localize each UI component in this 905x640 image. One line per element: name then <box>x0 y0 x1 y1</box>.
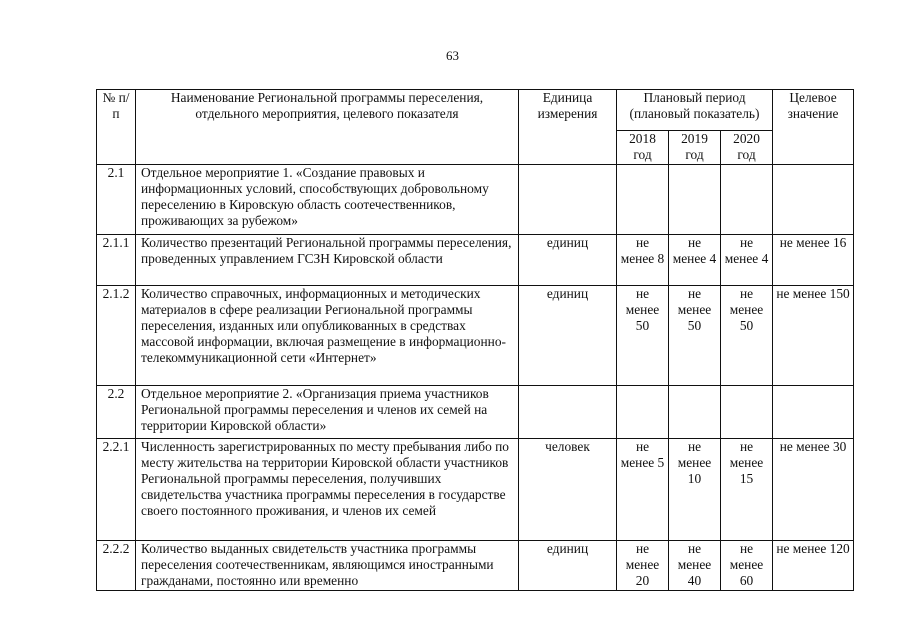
row-unit <box>519 386 617 439</box>
row-value-2020: не менее 50 <box>721 286 773 386</box>
row-value-2018: не менее 50 <box>617 286 669 386</box>
table-row <box>97 541 854 591</box>
row-value-2019: не менее 50 <box>669 286 721 386</box>
program-table <box>96 89 854 591</box>
row-number: 2.2.2 <box>97 541 136 591</box>
row-value-2020: не менее 4 <box>721 235 773 286</box>
row-value-2019: не менее 4 <box>669 235 721 286</box>
header-num: № п/п <box>97 90 136 165</box>
header-year-2018: 2018 год <box>617 131 669 165</box>
row-value-2020 <box>721 386 773 439</box>
row-name: Количество справочных, информационных и методических материалов в сфере реализации Региональной программы переселения, изданных или опубликованных в средствах массовой информации, включая размещение в информационно-телекоммуникационной сети «Интернет» <box>136 286 519 386</box>
header-row <box>97 90 854 131</box>
row-unit: человек <box>519 439 617 541</box>
row-unit <box>519 165 617 235</box>
row-value-2018 <box>617 165 669 235</box>
row-value-2019: не менее 40 <box>669 541 721 591</box>
row-value-2018: не менее 20 <box>617 541 669 591</box>
table-row <box>97 439 854 541</box>
row-value-2020: не менее 60 <box>721 541 773 591</box>
row-value-2018: не менее 8 <box>617 235 669 286</box>
table-row <box>97 386 854 439</box>
row-number: 2.1.1 <box>97 235 136 286</box>
header-period: Плановый период (плановый показатель) <box>617 90 773 131</box>
row-name: Количество выданных свидетельств участника программы переселения соотечественникам, являющимся иностранными гражданами, постоянно или временно <box>136 541 519 591</box>
row-unit: единиц <box>519 541 617 591</box>
row-name: Отдельное мероприятие 2. «Организация приема участников Региональной программы переселения и членов их семей на территории Кировской области» <box>136 386 519 439</box>
page-number: 63 <box>446 48 459 63</box>
row-target: не менее 150 <box>773 286 854 386</box>
row-target: не менее 120 <box>773 541 854 591</box>
row-value-2020: не менее 15 <box>721 439 773 541</box>
row-number: 2.1.2 <box>97 286 136 386</box>
row-value-2020 <box>721 165 773 235</box>
row-name: Численность зарегистрированных по месту пребывания либо по месту жительства на территории Кировской области участников Региональной программы переселения, получивших свидетельства участника программы переселения в государстве своего постоянного проживания, и членов их семей <box>136 439 519 541</box>
row-number: 2.2.1 <box>97 439 136 541</box>
header-target: Целевое значение <box>773 90 854 165</box>
row-target <box>773 165 854 235</box>
row-unit: единиц <box>519 286 617 386</box>
header-year-2019: 2019 год <box>669 131 721 165</box>
row-value-2019 <box>669 386 721 439</box>
row-value-2019: не менее 10 <box>669 439 721 541</box>
row-unit: единиц <box>519 235 617 286</box>
row-name: Отдельное мероприятие 1. «Создание правовых и информационных условий, способствующих добровольному переселению в Кировскую область соотечественников, проживающих за рубежом» <box>136 165 519 235</box>
row-target: не менее 30 <box>773 439 854 541</box>
row-number: 2.2 <box>97 386 136 439</box>
row-value-2018: не менее 5 <box>617 439 669 541</box>
row-value-2018 <box>617 386 669 439</box>
header-year-2020: 2020 год <box>721 131 773 165</box>
table-row <box>97 165 854 235</box>
row-name: Количество презентаций Региональной программы переселения, проведенных управлением ГСЗН Кировской области <box>136 235 519 286</box>
row-target: не менее 16 <box>773 235 854 286</box>
header-name: Наименование Региональной программы переселения, отдельного мероприятия, целевого показателя <box>136 90 519 165</box>
table-row <box>97 235 854 286</box>
header-unit: Единица измерения <box>519 90 617 165</box>
row-target <box>773 386 854 439</box>
row-number: 2.1 <box>97 165 136 235</box>
table-row <box>97 286 854 386</box>
row-value-2019 <box>669 165 721 235</box>
